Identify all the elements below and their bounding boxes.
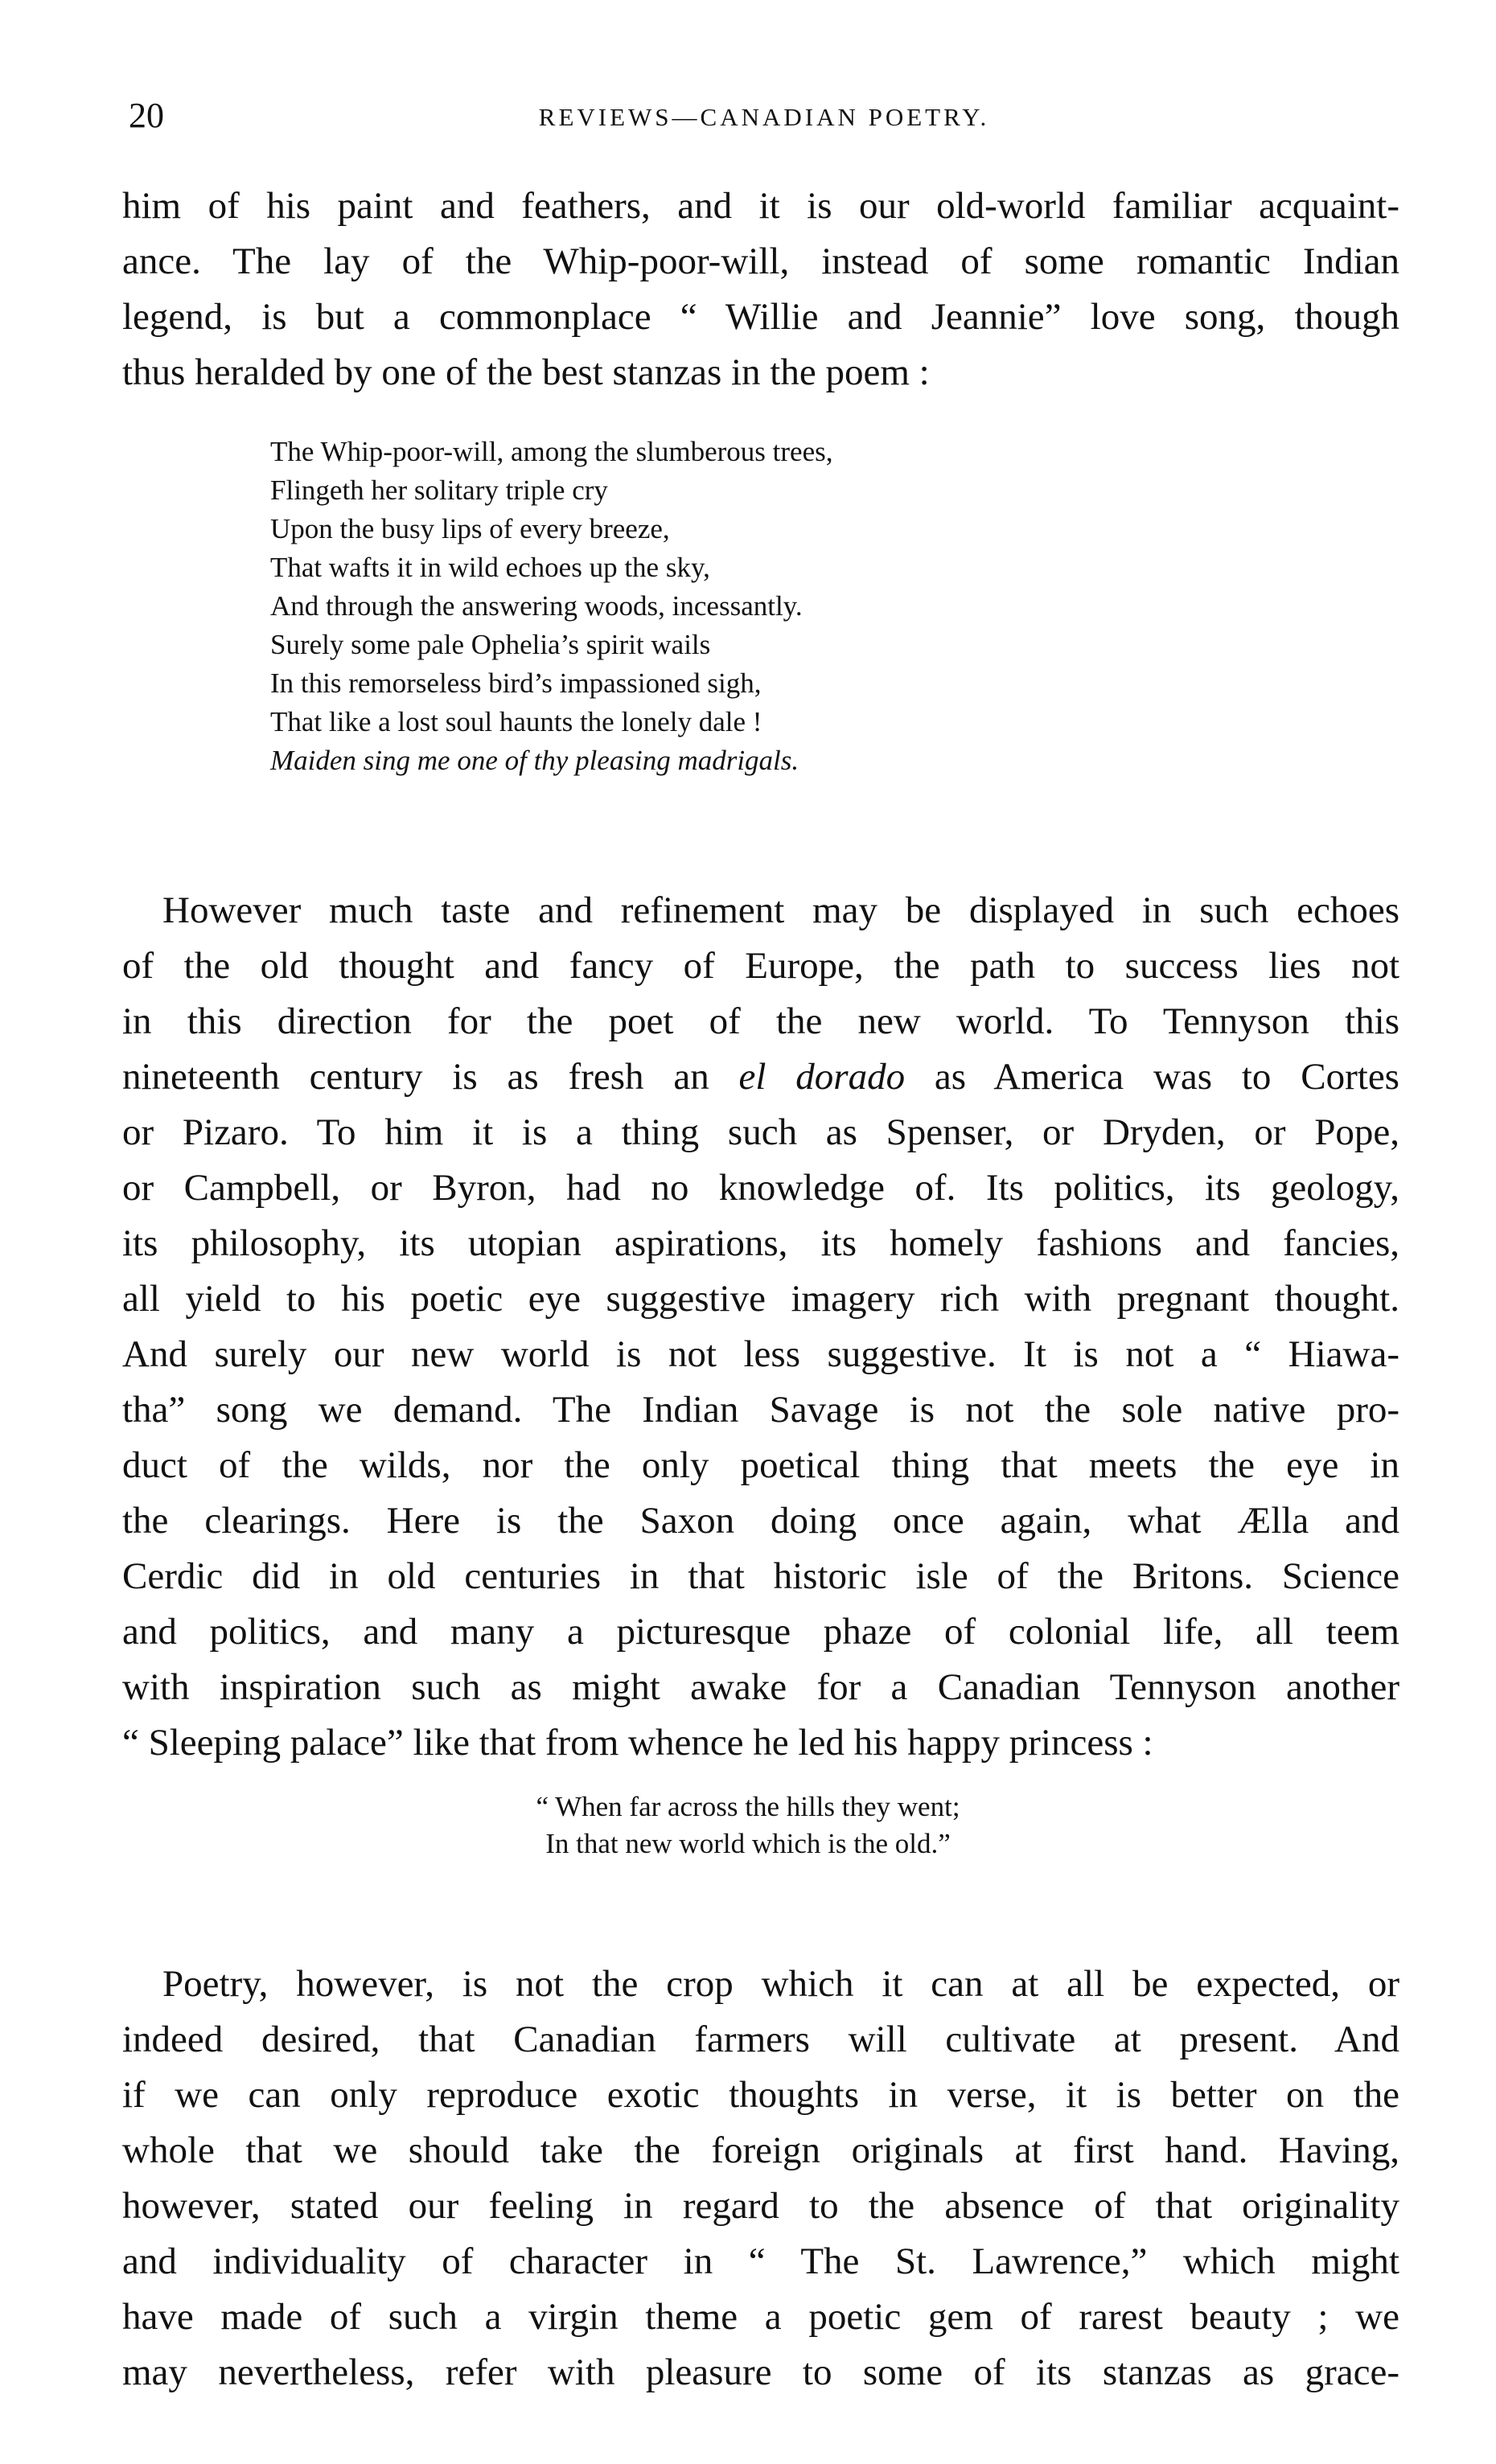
text-line: and individuality of character in “ The St. Lawrence,” which might (122, 2240, 1399, 2282)
text-line: with inspiration such as might awake for a Canadian Tennyson another (122, 1666, 1399, 1708)
quote-line: In that new world which is the old.” (545, 1828, 951, 1859)
quote-line: “ When far across the hills they went; (536, 1791, 960, 1822)
poem-line: Surely some pale Ophelia’s spirit wails (270, 629, 711, 660)
text-line: the clearings. Here is the Saxon doing once again, what Ælla and (122, 1500, 1399, 1542)
text-line: duct of the wilds, nor the only poetical thing that meets the eye in (122, 1444, 1399, 1486)
text-segment: nineteenth century is as fresh an (122, 1056, 739, 1098)
page-number: 20 (129, 96, 164, 135)
text-line: or Pizaro. To him it is a thing such as Spenser, or Dryden, or Pope, (122, 1111, 1399, 1153)
italic-phrase: el dorado (738, 1056, 906, 1098)
poem-line: Upon the busy lips of every breeze, (270, 513, 670, 544)
page-header (129, 95, 1399, 143)
text-line: have made of such a virgin theme a poetic gem of rarest beauty ; we (122, 2296, 1399, 2338)
text-line: however, stated our feeling in regard to the absence of that originality (122, 2185, 1399, 2227)
text-line (122, 1049, 1399, 1105)
text-line: may nevertheless, refer with pleasure to some of its stanzas as grace- (122, 2351, 1399, 2393)
poem-line: Flingeth her solitary triple cry (270, 474, 608, 506)
poem-line: That wafts it in wild echoes up the sky, (270, 552, 710, 583)
paragraph-2 (122, 883, 1399, 1771)
text-line: in this direction for the poet of the new world. To Tennyson this (122, 1000, 1399, 1042)
text-line: legend, is but a commonplace “ Willie and Jeannie” love song, though (122, 296, 1399, 338)
text-line: thus heralded by one of the best stanzas in the poem : (122, 351, 930, 393)
text-line: of the old thought and fancy of Europe, the path to success lies not (122, 945, 1399, 987)
poem-line: And through the answering woods, incessantly. (270, 590, 803, 622)
poem-line: The Whip-poor-will, among the slumberous trees, (270, 436, 833, 467)
poem-line: In this remorseless bird’s impassioned sigh, (270, 667, 762, 699)
text-segment: as America was to Cortes (905, 1056, 1399, 1098)
text-line: indeed desired, that Canadian farmers will cultivate at present. And (122, 2018, 1399, 2060)
text-line: if we can only reproduce exotic thoughts in verse, it is better on the (122, 2074, 1399, 2116)
text-line: whole that we should take the foreign originals at first hand. Having, (122, 2129, 1399, 2171)
text-line: him of his paint and feathers, and it is our old-world familiar acquaint- (122, 185, 1399, 227)
text-line: tha” song we demand. The Indian Savage is not the sole native pro- (122, 1389, 1399, 1431)
text-line: And surely our new world is not less suggestive. It is not a “ Hiawa- (122, 1333, 1399, 1375)
poem-stanza (270, 433, 832, 780)
quotation (0, 1788, 1496, 1862)
text-line: and politics, and many a picturesque phaze of colonial life, all teem (122, 1611, 1399, 1653)
text-line: Cerdic did in old centuries in that historic isle of the Britons. Science (122, 1555, 1399, 1597)
text-line: or Campbell, or Byron, had no knowledge of. Its politics, its geology, (122, 1167, 1399, 1209)
poem-line: Maiden sing me one of thy pleasing madrigals. (270, 745, 799, 776)
text-line: “ Sleeping palace” like that from whence he led his happy princess : (122, 1722, 1153, 1764)
paragraph-1 (122, 179, 1399, 400)
text-line: all yield to his poetic eye suggestive imagery rich with pregnant thought. (122, 1278, 1399, 1320)
text-line: Poetry, however, is not the crop which it can at all be expected, or (162, 1963, 1399, 2005)
text-line: ance. The lay of the Whip-poor-will, instead of some romantic Indian (122, 240, 1399, 282)
poem-line: That like a lost soul haunts the lonely dale ! (270, 706, 762, 737)
running-title: REVIEWS—CANADIAN POETRY. (538, 103, 990, 131)
text-line: its philosophy, its utopian aspirations, its homely fashions and fancies, (122, 1222, 1399, 1264)
text-line: However much taste and refinement may be displayed in such echoes (162, 889, 1399, 931)
paragraph-3 (122, 1957, 1399, 2400)
